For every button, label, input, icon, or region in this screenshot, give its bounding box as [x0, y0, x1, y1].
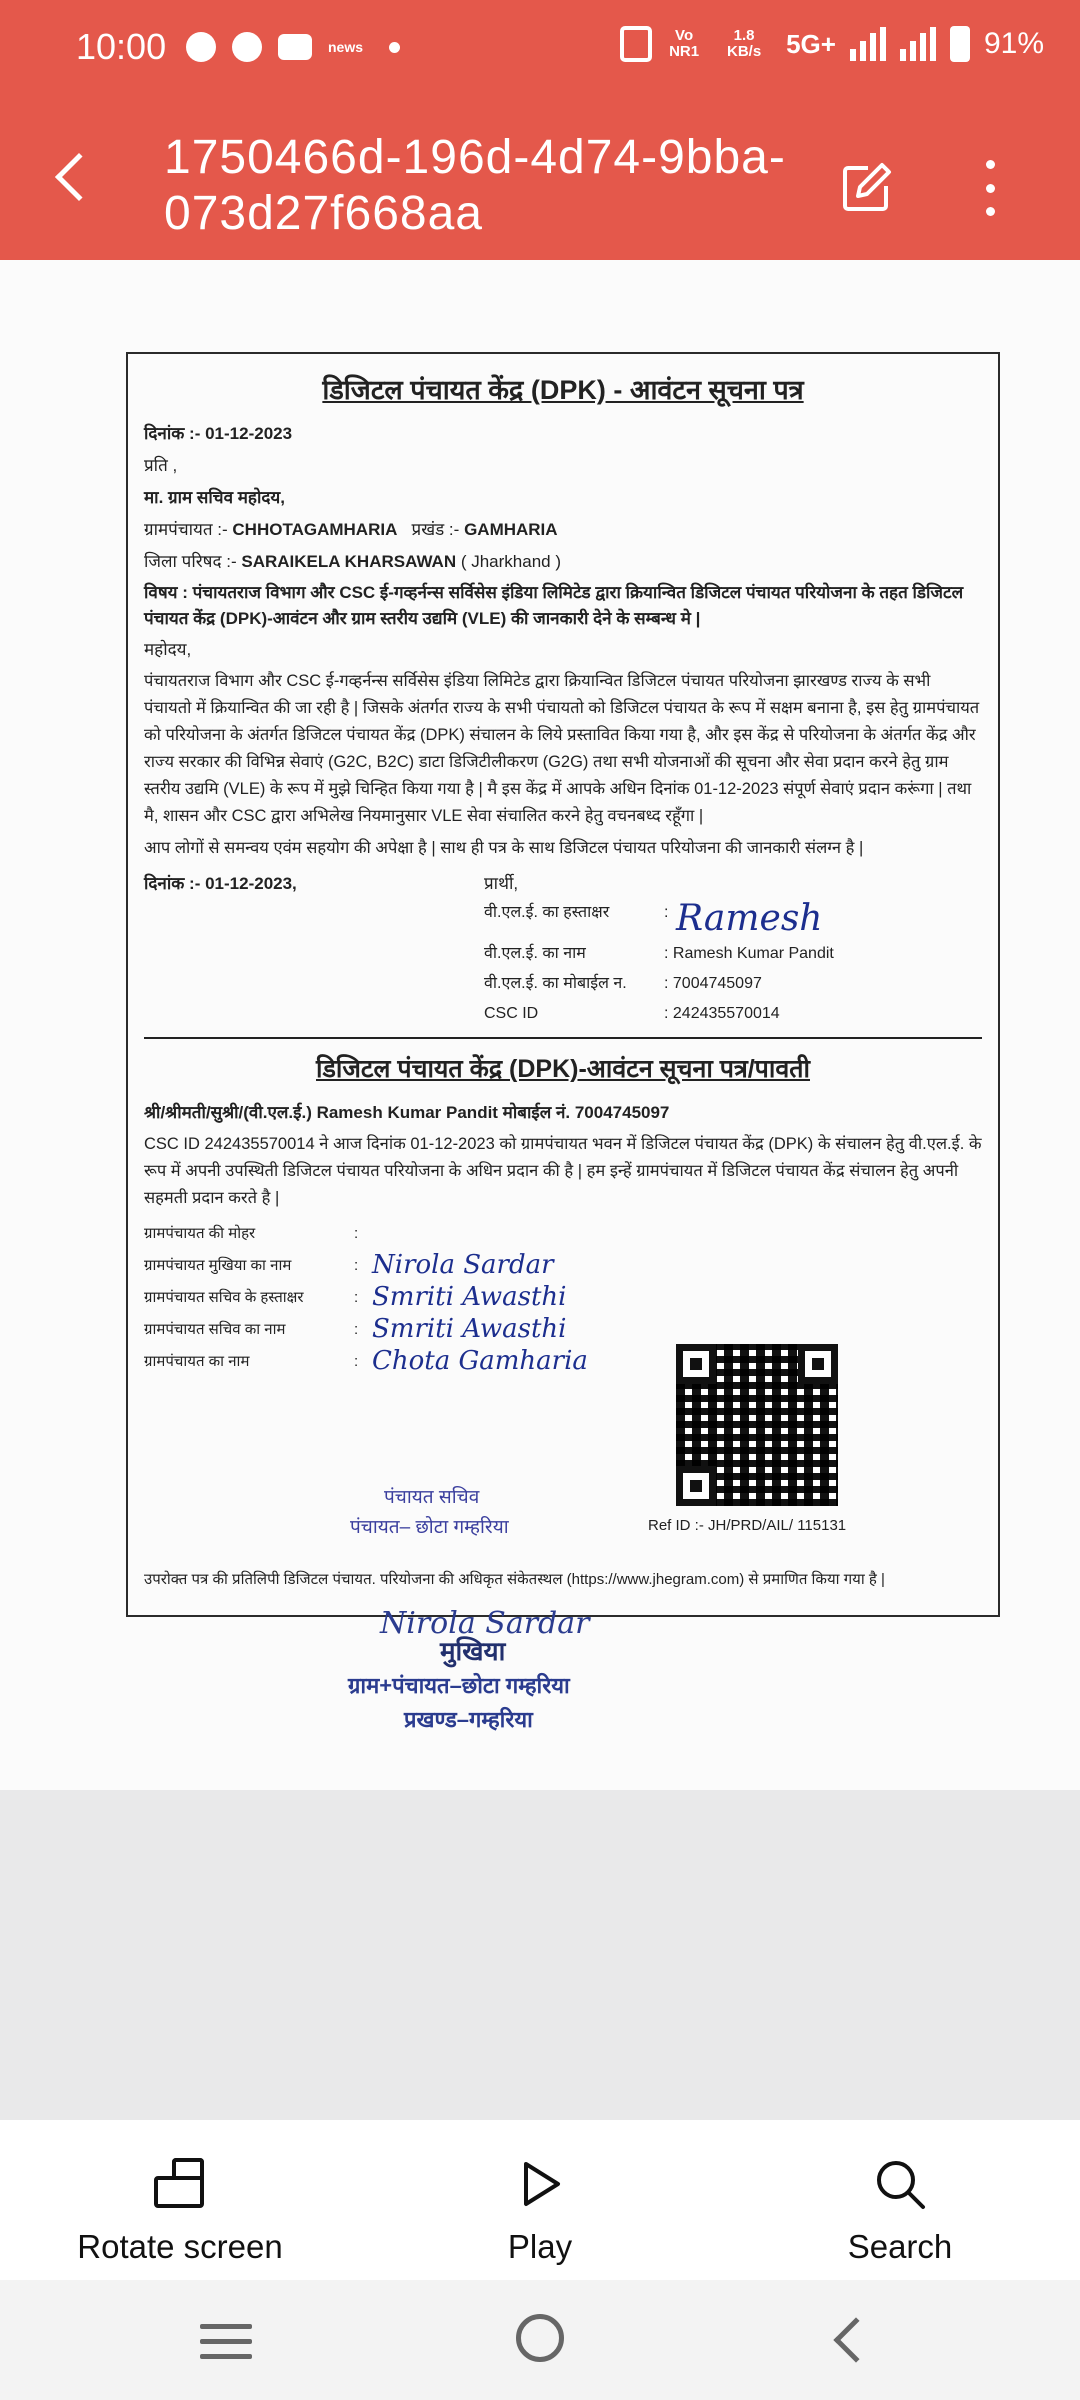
ack-heading: डिजिटल पंचायत केंद्र (DPK)-आवंटन सूचना पत्र/पावती: [316, 1055, 810, 1083]
app-bar: [0, 0, 1080, 260]
qr-code: [676, 1344, 838, 1506]
bottom-action-bar: [0, 2120, 1080, 2280]
vle-sign-label: वी.एल.ई. का हस्ताक्षर: [484, 904, 610, 921]
search-button[interactable]: [720, 2120, 1080, 2280]
network-type: 5G+: [786, 28, 836, 59]
date-line-2: दिनांक :- 01-12-2023,: [144, 874, 297, 893]
secretary-name-label: ग्रामपंचायत सचिव का नाम: [144, 1321, 286, 1338]
stamp-panchayat: ग्राम+पंचायत–छोटा गम्हरिया: [348, 1673, 570, 1698]
district-value: SARAIKELA KHARSAWAN: [241, 552, 457, 571]
gp-name: Chota Gamharia: [372, 1346, 588, 1376]
system-icons: [620, 26, 1044, 62]
state: ( Jharkhand ): [460, 552, 562, 571]
vle-details: [484, 870, 834, 1029]
csc-label: CSC ID: [484, 1005, 539, 1022]
vle-mobile: : 7004745097: [664, 975, 762, 992]
vle-name: : Ramesh Kumar Pandit: [664, 945, 834, 962]
secretary-name: Smriti Awasthi: [372, 1314, 567, 1344]
ref-id: Ref ID :- JH/PRD/AIL/ 115131: [648, 1517, 847, 1534]
speed-label: 1.8 KB/s: [726, 27, 762, 60]
salutation: महोदय,: [144, 640, 192, 659]
system-nav-bar: [0, 2280, 1080, 2400]
ack-line1: श्री/श्रीमती/सुश्री/(वी.एल.ई.) Ramesh Kumar Pandit मोबाईल नं. 7004745097: [144, 1103, 670, 1122]
csc-id: : 242435570014: [664, 1005, 780, 1022]
file-title: 1750466d-196d-4d74-9bba-073d27f668aa: [164, 131, 786, 240]
signal-icon: [850, 27, 886, 61]
status-time: 10:00: [76, 26, 167, 67]
signal-icon-2: [900, 27, 936, 61]
vle-name-label: वी.एल.ई. का नाम: [484, 945, 586, 962]
more-notifications-dot: [389, 42, 400, 53]
csc-row: [484, 999, 834, 1029]
footer-note: उपरोक्त पत्र की प्रतिलिपी डिजिटल पंचायत. परियोजना की अधिकृत संकेतस्थल (https://www.jhegram.com) से प्रमाणित किया गया है |: [144, 1571, 885, 1588]
closing-text: आप लोगों से समन्वय एवंम सहयोग की अपेक्षा है | साथ ही पत्र के साथ डिजिटल पंचायत परियोजना की जानकारी संलग्न है |: [144, 839, 864, 857]
secretary-name-row: ग्रामपंचायत सचिव का नाम : Smriti Awasthi: [144, 1314, 567, 1344]
applicant-label: प्रार्थी,: [484, 874, 519, 893]
stamp-line-2: पंचायत– छोटा गम्हरिया: [350, 1517, 509, 1538]
edit-icon[interactable]: [838, 160, 894, 216]
search-icon: [872, 2156, 928, 2212]
gp-label: ग्रामपंचायत :-: [144, 520, 228, 539]
rotate-screen-button[interactable]: [0, 2120, 360, 2280]
gp-seal-label: ग्रामपंचायत की मोहर: [144, 1225, 256, 1242]
vle-mobile-label: वी.एल.ई. का मोबाईल न.: [484, 975, 627, 992]
notification-icons: [186, 32, 400, 62]
divider: [144, 1037, 982, 1039]
date-line: दिनांक :- 01-12-2023: [144, 424, 293, 443]
news-icon: news: [328, 39, 364, 55]
gp-value: CHHOTAGAMHARIA: [232, 520, 398, 539]
document-page: [126, 352, 1000, 1617]
vibrate-icon: [620, 26, 652, 62]
vle-signature: Ramesh: [676, 898, 823, 939]
battery-percent: 91%: [983, 27, 1044, 60]
document-viewer[interactable]: [0, 260, 1080, 1790]
applicant-block: [144, 870, 982, 1029]
battery-icon: [950, 26, 970, 62]
stamp-line-1: पंचायत सचिव: [384, 1487, 480, 1508]
play-button[interactable]: [360, 2120, 720, 2280]
phone-call-icon: [232, 32, 262, 62]
stamp-mukhiya: मुखिया: [440, 1636, 506, 1666]
home-icon[interactable]: [516, 2314, 564, 2362]
rotate-label: Rotate screen: [77, 2228, 283, 2265]
secretary-signature: Smriti Awasthi: [372, 1282, 567, 1312]
voicemail-icon: [278, 34, 312, 60]
doc-heading: डिजिटल पंचायत केंद्र (DPK) - आवंटन सूचना पत्र: [322, 375, 804, 405]
more-options-icon[interactable]: [984, 160, 996, 216]
message-icon: [186, 32, 216, 62]
body-text: पंचायतराज विभाग और CSC ई-गव्हर्नन्स सर्विसेस इंडिया लिमिटेड द्वारा क्रियान्वित डिजिटल पंचायत परियोजना झारखण्ड राज्य के सभी पंचायतो में क्रियान्वित की जा रही है | जिसके अंतर्गत राज्य के सभी पंचायतो को डिजिटल पंचायत के रूप में सक्षम बनाना है, इस हेतु ग्रामपंचायत को परियोजना के अंतर्गत डिजिटल पंचायत केंद्र (DPK) संचालन के लिये प्रस्तावित किया गया है, और इस केंद्र से परियोजना के अंतर्गत केंद्र और राज्य सरकार की विभिन्न सेवाएं (G2C, B2C) डाटा डिजिटीलीकरण (G2G) तथा सभी योजनाओं की सूचना और सेवा प्रदान करने हेतु ग्राम स्तरीय उद्यमि (VLE) के रूप में मुझे चिन्हित किया गया है | मै इस केंद्र में आपके अधिन दिनांक 01-12-2023 संपूर्ण सेवाएं प्रदान करूंगा | तथा मै, शासन और CSC द्वारा अभिलेख नियमानुसार VLE सेवा संचालित करने हेतु वचनबध्द रहूँगा |: [144, 672, 980, 825]
ack-body: CSC ID 242435570014 ने आज दिनांक 01-12-2023 को ग्रामपंचायत भवन में डिजिटल पंचायत केंद्र (DPK) के संचालन हेतु वी.एल.ई. के रूप में अपनी उपस्थिती डिजिटल पंचायत परियोजना के अधिन प्रदान की है | हम इन्हें ग्रामपंचायत में डिजिटल पंचायत केंद्र संचालन हेतु अपनी सहमती प्रदान करते है |: [144, 1135, 982, 1207]
secretary-sign-label: ग्रामपंचायत सचिव के हस्ताक्षर: [144, 1289, 304, 1306]
district-label: जिला परिषद :-: [144, 552, 237, 571]
stamp-block: प्रखण्ड–गम्हरिया: [404, 1707, 533, 1732]
gp-name-label: ग्रामपंचायत का नाम: [144, 1353, 250, 1370]
play-icon: [512, 2156, 568, 2212]
nav-back-icon[interactable]: [833, 2317, 878, 2362]
gp-name-row: ग्रामपंचायत का नाम : Chota Gamharia: [144, 1346, 588, 1376]
gp-signatures: [144, 1218, 982, 1378]
gp-seal-row: ग्रामपंचायत की मोहर :: [144, 1218, 982, 1250]
secretary-sign-row: ग्रामपंचायत सचिव के हस्ताक्षर : Smriti Awasthi: [144, 1282, 567, 1312]
volte-label: Vo NR1: [669, 27, 700, 60]
status-bar: [0, 0, 1080, 95]
recent-apps-icon[interactable]: [200, 2324, 252, 2369]
mukhiya-label: ग्रामपंचायत मुखिया का नाम: [144, 1257, 292, 1274]
gp-line: [144, 516, 982, 544]
search-label: Search: [847, 2228, 953, 2265]
vle-mobile-row: [484, 969, 834, 999]
mukhiya-row: ग्रामपंचायत मुखिया का नाम : Nirola Sardar: [144, 1250, 554, 1280]
vle-name-row: [484, 939, 834, 969]
addressee: मा. ग्राम सचिव महोदय,: [144, 488, 285, 507]
back-arrow-icon[interactable]: [55, 153, 103, 201]
below-signature: Nirola Sardar: [380, 1606, 590, 1641]
rotate-screen-icon: [152, 2156, 208, 2212]
play-label: Play: [507, 2228, 573, 2265]
subject: विषय : पंचायतराज विभाग और CSC ई-गव्हर्नन्स सर्विसेस इंडिया लिमिटेड द्वारा क्रियान्वित डिजिटल पंचायत परियोजना के तहत डिजिटल पंचायत केंद्र (DPK)-आवंटन और ग्राम स्तरीय उद्यमि (VLE) की जानकारी देने के सम्बन्ध मे |: [144, 583, 964, 628]
to-line: प्रति ,: [144, 456, 178, 475]
mukhiya-signature: Nirola Sardar: [372, 1250, 554, 1280]
block-value: GAMHARIA: [464, 520, 558, 539]
vle-sign-row: वी.एल.ई. का हस्ताक्षर : Ramesh: [484, 898, 823, 939]
block-label: प्रखंड :-: [411, 520, 460, 539]
district-line: [144, 548, 982, 576]
